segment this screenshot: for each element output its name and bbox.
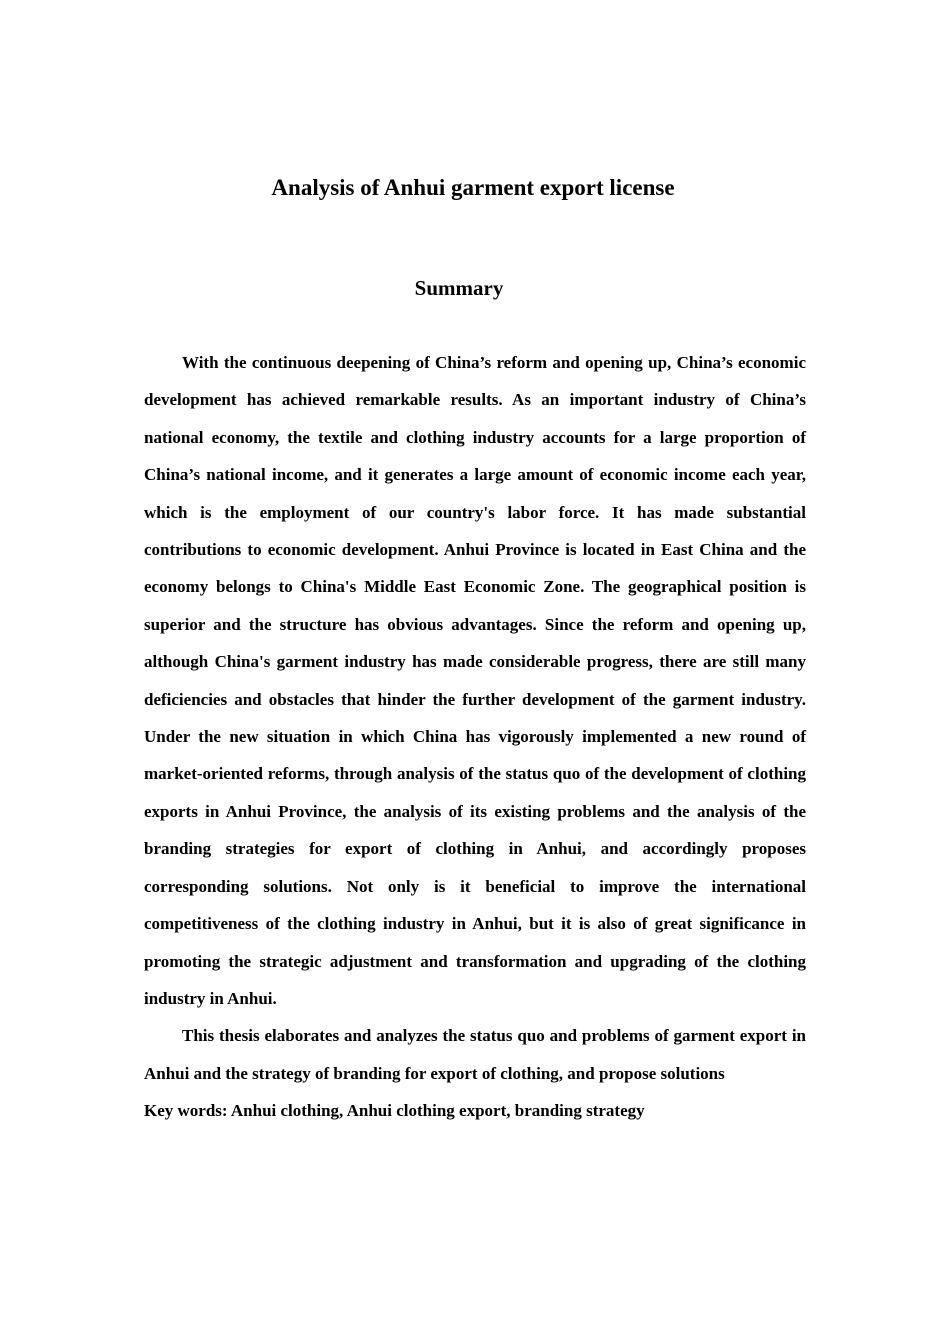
keywords-line: Key words: Anhui clothing, Anhui clothing export, branding strategy <box>144 1101 645 1121</box>
document-title: Analysis of Anhui garment export license <box>271 175 675 200</box>
section-heading: Summary <box>414 276 504 300</box>
summary-paragraph: This thesis elaborates and analyzes the status quo and problems of garment export in Anhui and the strategy of branding for export of clothing, and propose solutions <box>144 1026 806 1083</box>
summary-paragraph: With the continuous deepening of China’s reform and opening up, China’s economic development has achieved remarkable results. As an important industry of China’s national economy, the textile and clothing industry accounts for a large proportion of China’s national income, and it generates a large amount of economic income each year, which is the employment of our country's labor force. It has made substantial contributions to economic development. Anhui Province is located in East China and the economy belongs to China's Middle East Economic Zone. The geographical position is superior and the structure has obvious advantages. Since the reform and opening up, although China's garment industry has made considerable progress, there are still many deficiencies and obstacles that hinder the further development of the garment industry. Under the new situation in which China has vigorously implemented a new round of market-oriented reforms, through analysis of the status quo of the development of clothing exports in Anhui Province, the analysis of its existing problems and the analysis of the branding strategies for export of clothing in Anhui, and accordingly proposes corresponding solutions. Not only is it beneficial to improve the international competitiveness of the clothing industry in Anhui, but it is also of great significance in promoting the strategic adjustment and transformation and upgrading of the clothing industry in Anhui. <box>144 353 806 1008</box>
summary-body <box>144 344 806 1130</box>
